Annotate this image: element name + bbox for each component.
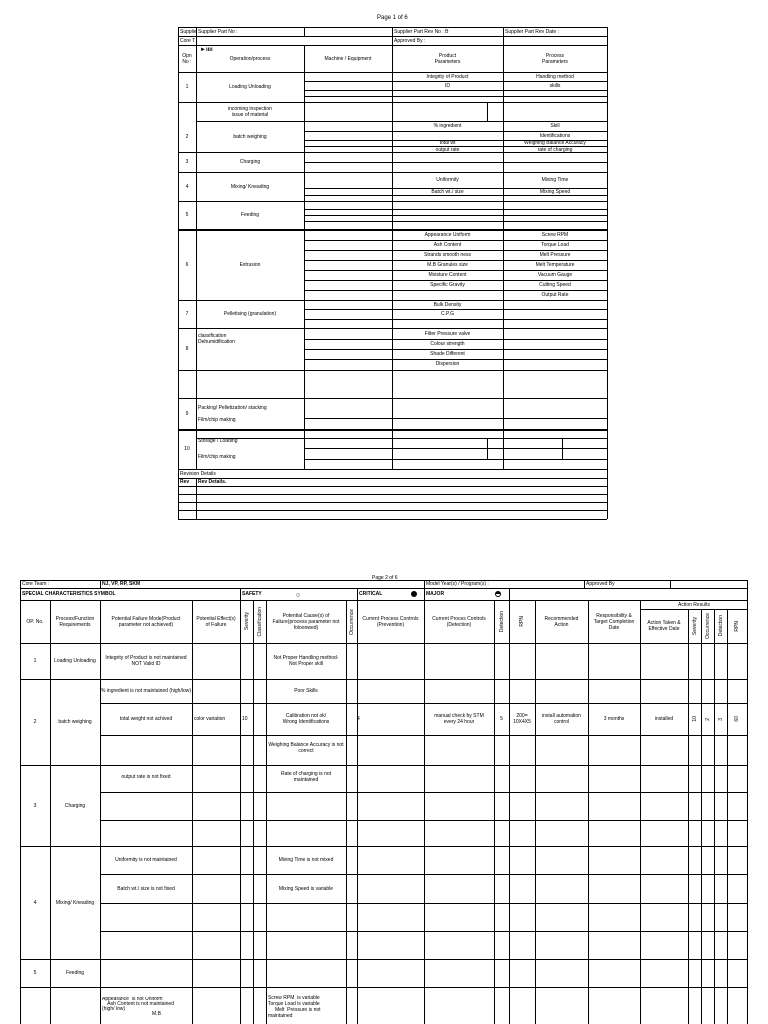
core-team-label: Core Team : [22, 581, 50, 587]
supplier-part-rev-no: Supplier Part Rev No : B [394, 28, 449, 35]
col-occurrence: Occurrence [348, 608, 355, 635]
row8-product-3: Shade Different [430, 351, 465, 357]
row8-product-4: Dispersion [435, 361, 460, 367]
r2-effect2: color variation [194, 716, 226, 722]
page-number: Page 1 of 6 [377, 15, 408, 21]
r2-ar-rpn: 60 [734, 716, 740, 722]
row6-product-4: M.B Granules size [427, 262, 468, 268]
row3-op: Charging [239, 159, 261, 165]
col-rpn: RPN [519, 616, 525, 627]
row6-product-2: Ash Content [433, 242, 462, 248]
r1-func: Loading Unloading [54, 658, 96, 664]
row6-no: 6 [185, 261, 189, 268]
r4-func: Mixing/ Kneading [55, 899, 95, 906]
row6-process-7: Output Rate [541, 292, 569, 298]
row-inspection-op: incoming inspection issue of material [228, 105, 272, 118]
col-product: Product Parameters [434, 52, 461, 65]
r6-mode: Appearance is not Uniform Ash Content is not maintained (high/ low) M.B [102, 997, 174, 1017]
row4-no: 4 [185, 183, 189, 190]
row10-op: Storage / Loading Film/chip making [198, 438, 238, 460]
row9-op: Packing/ Pelletization/ stacking Film/chip making [198, 404, 267, 423]
r2-taken2: installed [654, 716, 674, 722]
r2-rec2: install automation control [542, 713, 581, 725]
r6-cause: Screw RPM is variable Torque Load is variable Melt Pressure is not maintained [268, 995, 321, 1019]
r4-cause2: Mixing Speed is variable [278, 885, 334, 892]
r2-sev2: 10 [242, 716, 248, 722]
row2-product-4: output rate [435, 147, 460, 153]
row2-process-2: Identifications [539, 132, 571, 139]
r2-cause1: Poor Skills [294, 688, 318, 694]
row6-process-1: Screw RPM [541, 232, 569, 238]
r4-mode1: Uniformity is not maintained [115, 857, 177, 863]
col-action-results: Action Results [678, 601, 710, 608]
row6-process-2: Torque Load [541, 242, 569, 248]
row10-no: 10 [184, 446, 190, 452]
r2-cause3: Weighing Balance Accuracy is not correct [268, 742, 344, 754]
row1-op: Loading Unloading [229, 84, 271, 90]
col-process: Process Parameters [542, 52, 568, 65]
r5-no: 5 [33, 970, 37, 976]
row5-no: 5 [185, 212, 189, 218]
row1-no: 1 [185, 84, 189, 90]
r2-ar-occ: 2 [704, 717, 711, 721]
symbol-icon: ►ıııı [200, 47, 213, 53]
row2-process-4: rate of charging [537, 147, 573, 153]
row8-product-2: Colour strength [430, 341, 465, 347]
supplier-code: Supplie [180, 28, 197, 35]
r1-mode: Integrity of Product is not maintained NOT Valid ID [105, 655, 187, 667]
row7-op: Pelletising (granulation) [223, 311, 277, 317]
row9-no: 9 [185, 410, 189, 417]
r2-resp2: 3 months [603, 716, 625, 722]
row4-product-2: Batch wt./ size [431, 188, 464, 195]
row6-process-6: Cutting Speed [539, 282, 571, 288]
core-team: Core T [180, 37, 196, 44]
supplier-part-rev-date: Supplier Part Rev Date : [505, 28, 559, 35]
row4-process-2: Mixing Speed [539, 188, 571, 195]
r4-mode2: Batch wt./ size is not fixed [117, 885, 175, 892]
row1-product-2: ID [445, 82, 450, 89]
row8-op: classification Dehumidification [198, 333, 235, 345]
col-causes: Potential Cause(s) of Failure(process parameter not folooowed) [272, 612, 340, 631]
critical-label: CRITICAL [359, 591, 383, 597]
col-severity: Severity [243, 612, 250, 631]
row6-product-6: Specific Gravity [430, 282, 465, 288]
col-failure-mode: Potential Failure Mode(Product parameter not achieved) [111, 615, 181, 628]
col-prevention: Current Process Controls (Prevention) [362, 615, 419, 628]
row7-no: 7 [185, 311, 189, 317]
row2-process-1: Skill [550, 123, 560, 129]
col-process-function: Process/Function Requirements [55, 615, 95, 628]
row6-product-1: Appearance Uniform [424, 232, 471, 238]
row1-product-1: Integrity of Product [426, 73, 469, 80]
core-team-value: NJ, VP, RP, SKM [102, 581, 141, 587]
revision-details: Rev Details. [198, 478, 227, 485]
r3-no: 3 [33, 802, 37, 809]
r3-cause: Rate of charging is not maintained [280, 771, 332, 783]
row6-product-5: Moisture Content [428, 272, 467, 278]
row4-product-1: Uniformity [436, 177, 459, 183]
col-recommended: Recommended Action [544, 615, 579, 628]
r2-mode1: % ingredient is not maintained (high/low) [100, 688, 192, 694]
col-detection: Detection [498, 610, 505, 633]
r2-det-ctrl2: manual check by STM every 24 hour [434, 713, 484, 725]
col-effects: Potential Effect(s) of Failure [196, 615, 236, 628]
col-operation: Operation/process [229, 55, 271, 62]
major-label: MAJOR [426, 591, 445, 597]
row8-product-1: Filter Pressure valve [424, 331, 471, 337]
row2-product-3: total wt [439, 140, 456, 146]
col-ar-occurrence: Occurrence [704, 613, 711, 639]
approved-by-2: Approved By [586, 581, 615, 587]
row6-process-5: Vacuum Gauge [537, 272, 573, 278]
r4-no: 4 [33, 899, 37, 906]
r2-no: 2 [33, 719, 37, 725]
r2-det2: 5 [500, 716, 503, 722]
special-symbol: SPECIAL CHARACTERISTICS SYMBOL [22, 591, 116, 597]
major-half-circle-icon [495, 591, 501, 597]
col-machine: Machine / Equipment [324, 55, 372, 62]
r3-mode: output rate is not fixed [121, 774, 171, 780]
r4-cause1: Mixing Time is not mixed [278, 857, 334, 863]
col-ar-detection: Detection [717, 615, 724, 637]
approved-by: Approved By : [394, 37, 426, 44]
col-detection-ctrl: Current Proces Controls (Detection) [432, 615, 486, 628]
row7-product-2: C.P.G [441, 311, 454, 317]
revision-title: Revision Details [180, 470, 216, 477]
row4-process-1: Mixing Time [541, 177, 569, 183]
row6-product-3: Strands smooth ness [424, 252, 471, 258]
row6-process-4: Melt Temperature [535, 262, 575, 268]
row8-no: 8 [185, 346, 189, 352]
col-action-taken: Action Taken & Effective Date [647, 620, 681, 632]
r5-func: Feeding [65, 970, 85, 976]
revision-rev: Rev [180, 478, 190, 485]
r2-func: batch weighing [58, 719, 92, 725]
r2-ar-det: 3 [717, 717, 724, 721]
r2-occ2: 4 [357, 716, 360, 722]
row2-no: 2 [185, 133, 189, 140]
r2-rpn2: 200= 10X4X5 [513, 713, 531, 725]
row1-process-1: Handling method [536, 73, 574, 80]
row4-op: Mixing/ Kneading [230, 183, 270, 190]
row2-process-3: Weighing Balance Accuracy [524, 140, 586, 146]
r2-mode2: total weight not achived [119, 716, 173, 722]
r1-cause: Not Proper Handling method- Not Proper skill [273, 655, 339, 667]
r2-cause2: Calibration not ok/ Wrong Identifications [282, 713, 330, 725]
col-opn-no: Opn No : [182, 52, 192, 65]
row2-op: batch weighing [233, 133, 267, 140]
col-classification: Classification [256, 606, 263, 637]
critical-dot-icon [411, 591, 417, 597]
col-ar-severity: Severity [691, 616, 698, 636]
model-year: Model Year(s) / Program(s) : [426, 581, 489, 587]
r2-ar-sev: 10 [691, 716, 698, 722]
r3-func: Charging [64, 802, 86, 809]
col-op-no: OP. No. [26, 618, 44, 625]
safety-label: SAFETY [242, 591, 262, 597]
row7-product-1: Bulk Density [433, 301, 462, 308]
supplier-part-no: Supplier Part No : [198, 28, 238, 35]
row3-no: 3 [185, 159, 189, 165]
safety-symbol-icon: ۞ [296, 591, 301, 598]
page2-number: Page 2 of 6 [372, 575, 398, 581]
col-responsibility: Responsibility & Target Completion Date [593, 612, 635, 631]
row2-product-1: % ingredient [433, 123, 462, 129]
row6-op: Extrusion [239, 261, 261, 268]
row6-process-3: Melt Pressure [539, 252, 571, 258]
col-ar-rpn: RPN [734, 620, 740, 632]
row5-op: Feeding [240, 212, 260, 218]
r1-no: 1 [33, 658, 37, 664]
row1-process-2: skills [549, 82, 561, 89]
